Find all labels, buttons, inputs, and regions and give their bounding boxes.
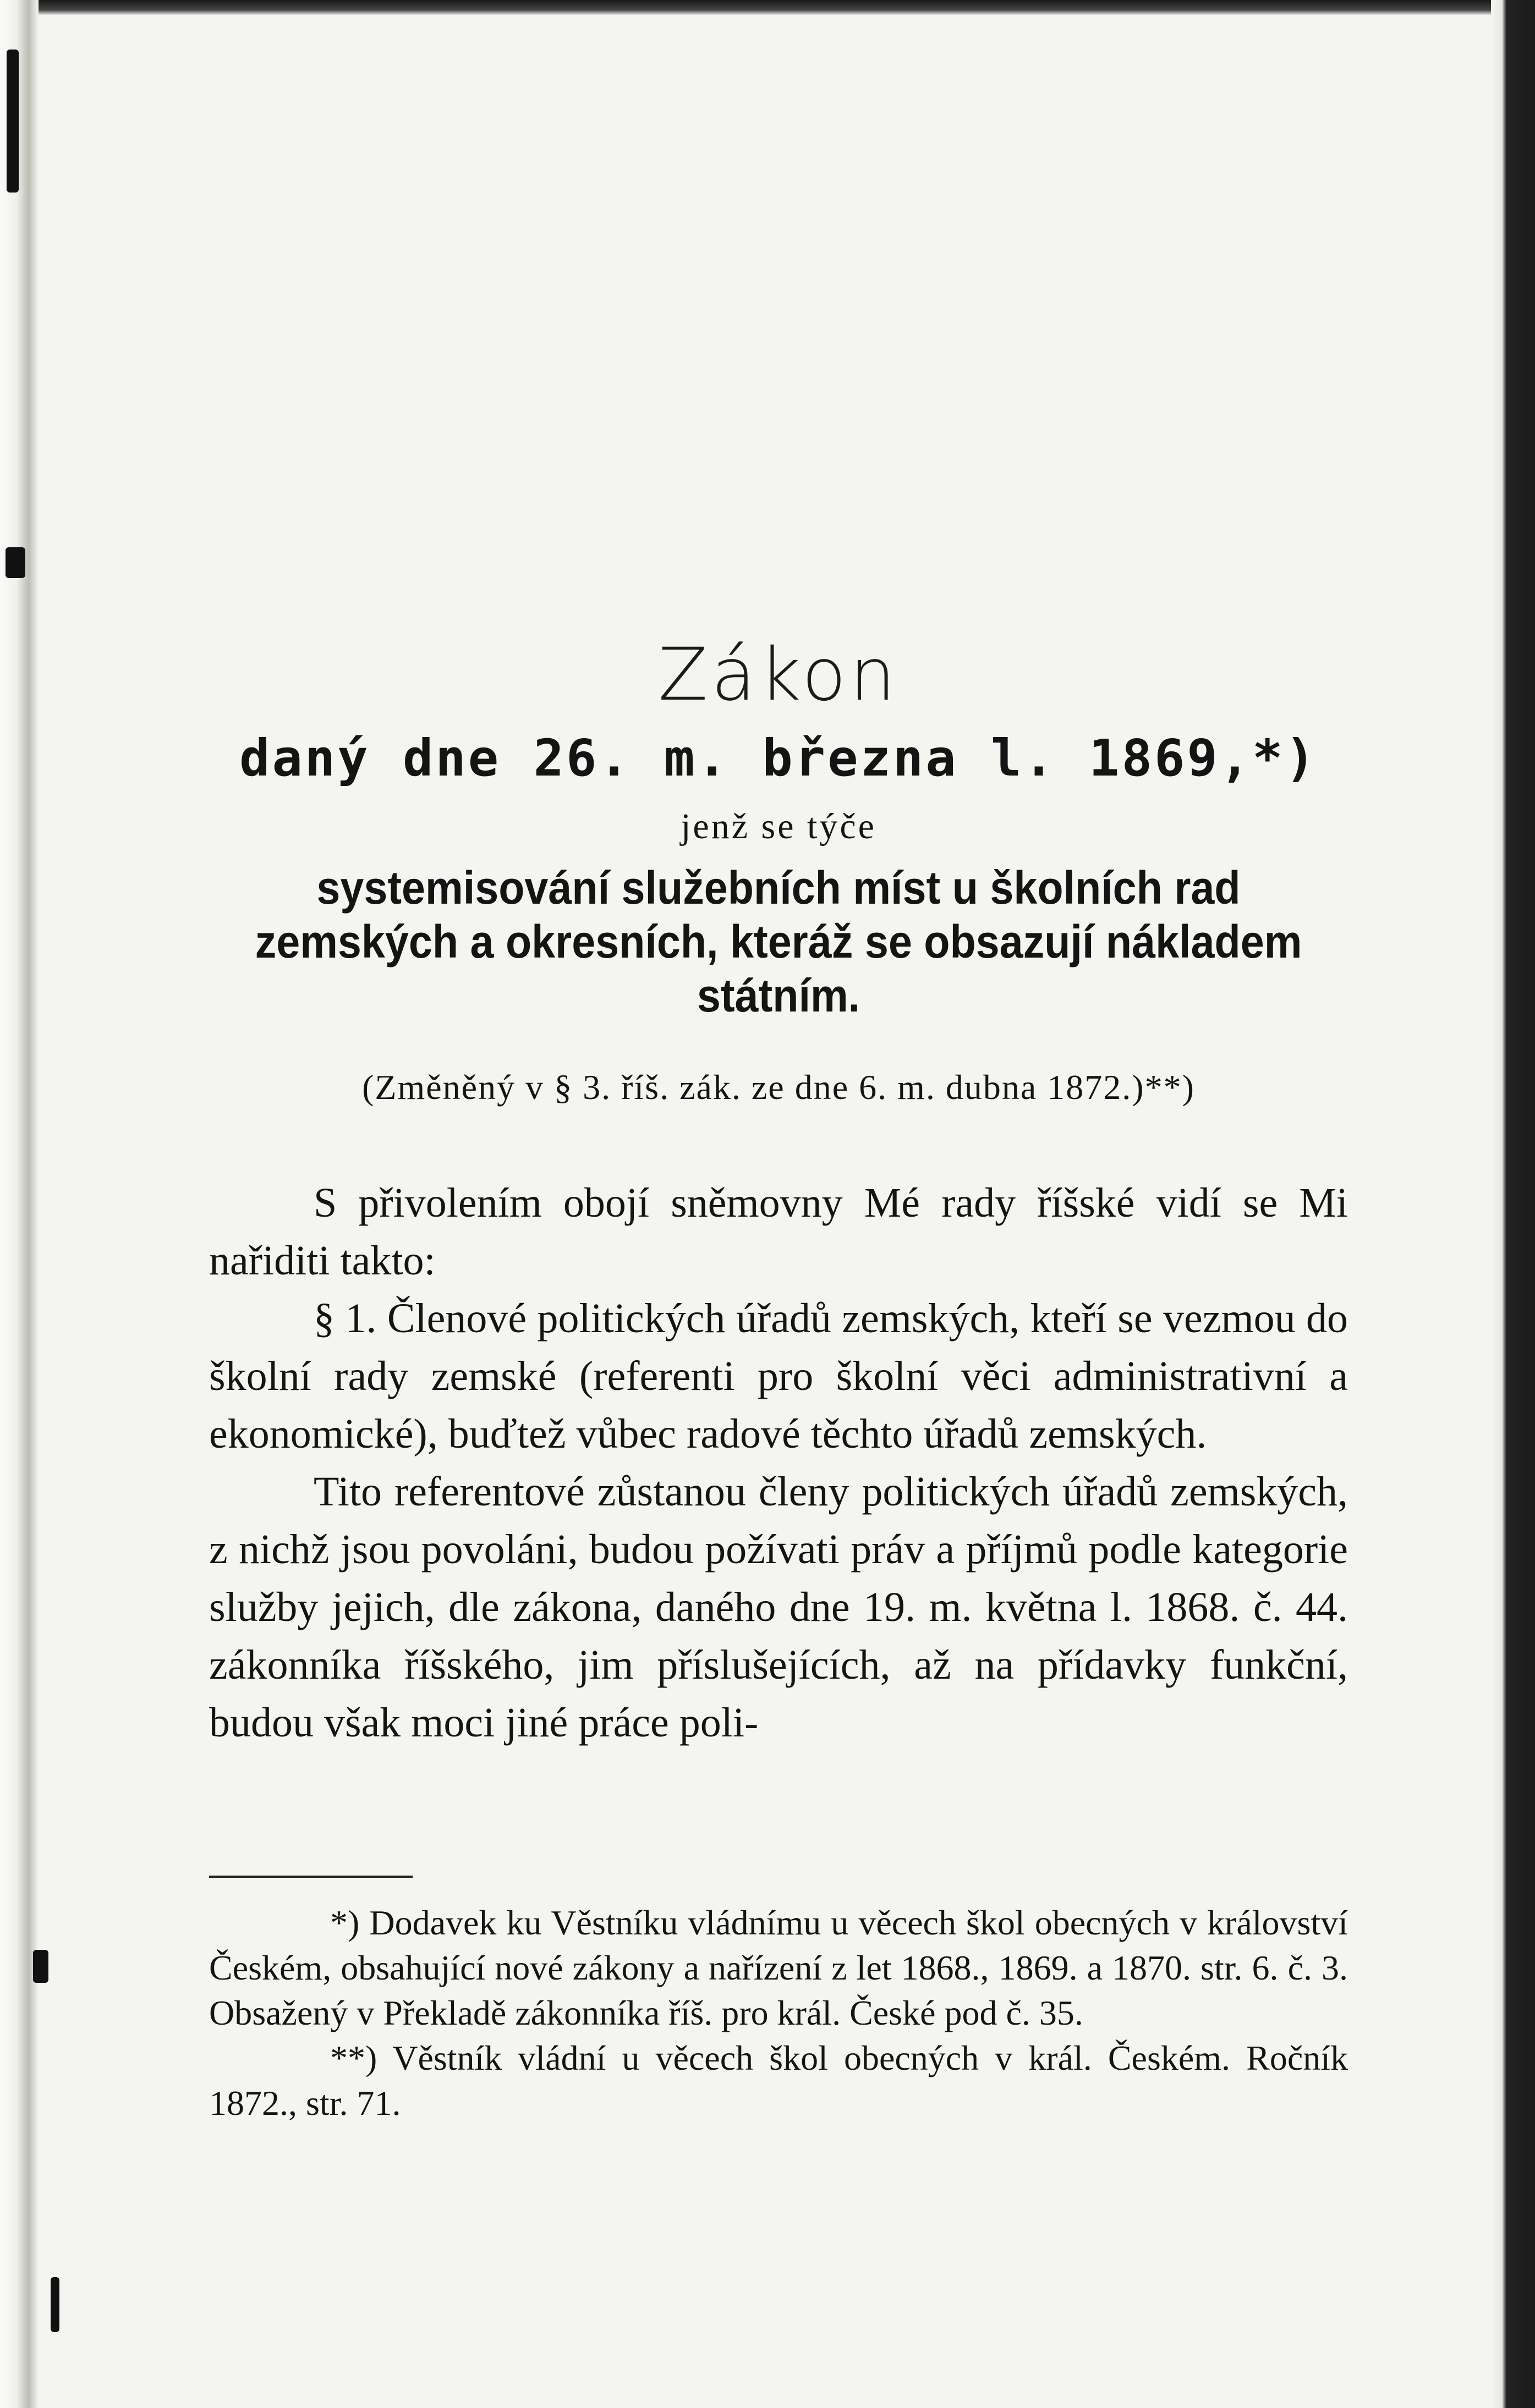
amendment-note: (Změněný v § 3. říš. zák. ze dne 6. m. dubna 1872.)**)	[362, 1068, 1195, 1107]
binding-mark	[51, 2277, 59, 2332]
binding-mark	[33, 1950, 48, 1983]
footnote-1: *) Dodavek ku Věstníku vládnímu u věcech škol obecných v království Českém, obsahující nové zákony a nařízení z let 1868., 1869. a 1870. str. 6. č. 3. Obsažený v Překladě zákonníka říš. pro král. České pod č. 35.	[209, 1903, 1348, 2032]
law-title: Zákon	[658, 633, 899, 717]
scan-edge-left	[0, 0, 39, 2408]
footnotes	[209, 1900, 1348, 2126]
footnote-2: **) Věstník vládní u věcech škol obecných v král. Českém. Ročník 1872., str. 71.	[209, 2038, 1348, 2123]
scan-edge-right	[1491, 0, 1535, 2408]
section-1-paragraph: § 1. Členové politických úřadů zemských, kteří se vezmou do školní rady zemské (referenti pro školní věci administrativní a ekonomické), buďtež vůbec radové těchto úřadů zemských.	[209, 1295, 1348, 1457]
binding-mark	[6, 547, 25, 578]
law-heading: systemisování služebních míst u školních rad zemských a okresních, kteráž se obsazují nákladem státním.	[255, 862, 1302, 1021]
scan-edge-top	[0, 0, 1535, 15]
footnote-separator	[209, 1876, 413, 1878]
law-subtitle: jenž se týče	[681, 806, 876, 846]
law-date: daný dne 26. m. března l. 1869,*)	[239, 729, 1318, 788]
law-body	[209, 1174, 1348, 1752]
intro-paragraph: S přivolením obojí sněmovny Mé rady říšské vidí se Mi nařiditi takto:	[209, 1180, 1348, 1284]
binding-mark	[7, 50, 19, 193]
section-1-continuation: Tito referentové zůstanou členy politických úřadů zemských, z nichž jsou povoláni, budou požívati práv a příjmů podle kategorie služby jejich, dle zákona, daného dne 19. m. května l. 1868. č. 44. zákonníka říšského, jim příslušejících, až na přídavky funkční, budou však moci jiné práce poli-	[209, 1469, 1348, 1746]
